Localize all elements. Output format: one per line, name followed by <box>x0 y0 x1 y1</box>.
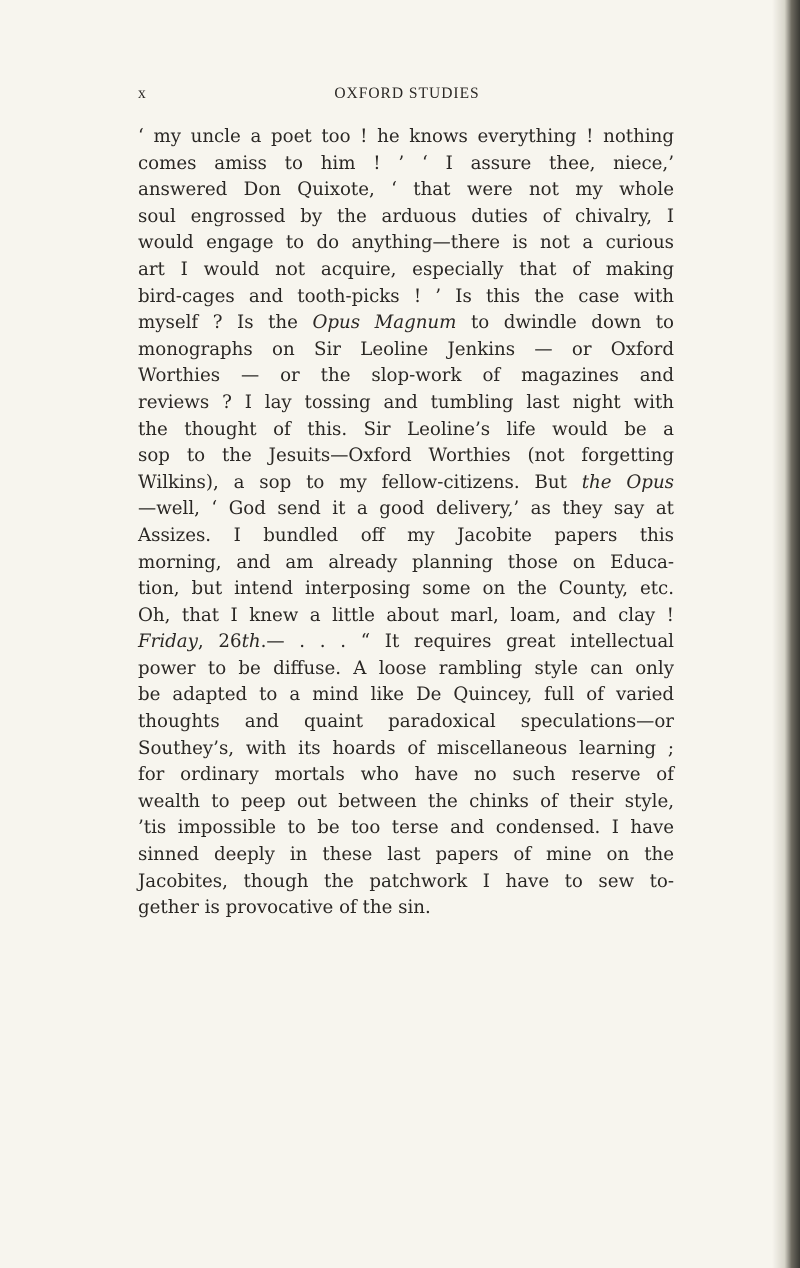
text-run: be adapted to a mind like De Quincey, full of varied <box>138 684 674 706</box>
text-run: the thought of this. Sir Leoline’s life would be a <box>138 418 674 440</box>
text-line <box>138 523 674 550</box>
text-line <box>138 337 674 364</box>
text-run: tion, but intend interposing some on the County, etc. <box>138 578 674 600</box>
text-run: morning, and am already planning those on Educa- <box>138 551 674 573</box>
text-line <box>138 895 674 922</box>
text-run: sop to the Jesuits—Oxford Worthies (not forgetting <box>138 445 674 467</box>
text-run: wealth to peep out between the chinks of their style, <box>138 790 674 812</box>
page-edge-shadow <box>772 0 800 1268</box>
body-text <box>138 124 674 922</box>
text-line <box>138 682 674 709</box>
running-title: OXFORD STUDIES <box>334 85 480 102</box>
text-run: —well, ‘ God send it a good delivery,’ as they say at <box>138 498 674 520</box>
text-line <box>138 656 674 683</box>
text-run: would engage to do anything—there is not a curious <box>138 232 674 254</box>
text-line <box>138 151 674 178</box>
text-line <box>138 363 674 390</box>
text-line <box>138 576 674 603</box>
text-run: answered Don Quixote, ‘ that were not my whole <box>138 179 674 201</box>
italic-text: Friday <box>138 631 198 653</box>
text-line <box>138 736 674 763</box>
text-line <box>138 550 674 577</box>
text-run: Worthies — or the slop-work of magazines and <box>138 365 674 387</box>
italic-text: Opus Magnum <box>312 312 457 334</box>
text-line <box>138 417 674 444</box>
text-run: Assizes. I bundled off my Jacobite papers this <box>138 524 674 546</box>
text-line <box>138 284 674 311</box>
text-line <box>138 390 674 417</box>
text-line <box>138 815 674 842</box>
text-line <box>138 496 674 523</box>
text-run: reviews ? I lay tossing and tumbling last night with <box>138 391 674 413</box>
text-line <box>138 842 674 869</box>
text-run: sinned deeply in these last papers of mine on the <box>138 844 674 866</box>
text-run: myself ? Is the <box>138 312 313 334</box>
text-line <box>138 443 674 470</box>
text-run: Southey’s, with its hoards of miscellaneous learning ; <box>138 737 674 759</box>
text-line <box>138 709 674 736</box>
text-line <box>138 789 674 816</box>
page-number: x <box>138 85 147 102</box>
text-line <box>138 762 674 789</box>
text-run: for ordinary mortals who have no such reserve of <box>138 764 674 786</box>
text-line <box>138 629 674 656</box>
italic-text: the Opus <box>581 471 674 493</box>
text-line <box>138 470 674 497</box>
text-run: monographs on Sir Leoline Jenkins — or Oxford <box>138 338 674 360</box>
text-run: Jacobites, though the patchwork I have to sew to- <box>138 870 674 892</box>
text-run: thoughts and quaint paradoxical speculations—or <box>138 711 674 733</box>
text-run: gether is provocative of the sin. <box>138 897 431 919</box>
text-run: to dwindle down to <box>456 312 674 334</box>
text-line <box>138 257 674 284</box>
page-header <box>138 85 676 109</box>
text-run: ’tis impossible to be too terse and condensed. I have <box>138 817 674 839</box>
text-run: , 26 <box>197 631 242 653</box>
text-line <box>138 230 674 257</box>
text-line <box>138 603 674 630</box>
text-line <box>138 310 674 337</box>
text-line <box>138 204 674 231</box>
text-run: power to be diffuse. A loose rambling style can only <box>138 657 674 679</box>
text-run: Oh, that I knew a little about marl, loam, and clay ! <box>138 604 674 626</box>
text-run: comes amiss to him ! ’ ‘ I assure thee, niece,’ <box>138 152 674 174</box>
text-run: .— . . . “ It requires great intellectual <box>260 631 674 653</box>
text-line <box>138 869 674 896</box>
text-run: Wilkins), a sop to my fellow-citizens. But <box>138 471 582 493</box>
text-line <box>138 124 674 151</box>
text-run: bird-cages and tooth-picks ! ’ Is this the case with <box>138 285 674 307</box>
text-run: art I would not acquire, especially that of making <box>138 258 674 280</box>
italic-text: th <box>241 631 261 653</box>
text-run: soul engrossed by the arduous duties of chivalry, I <box>138 205 674 227</box>
text-line <box>138 177 674 204</box>
text-run: ‘ my uncle a poet too ! he knows everything ! nothing <box>138 126 674 147</box>
